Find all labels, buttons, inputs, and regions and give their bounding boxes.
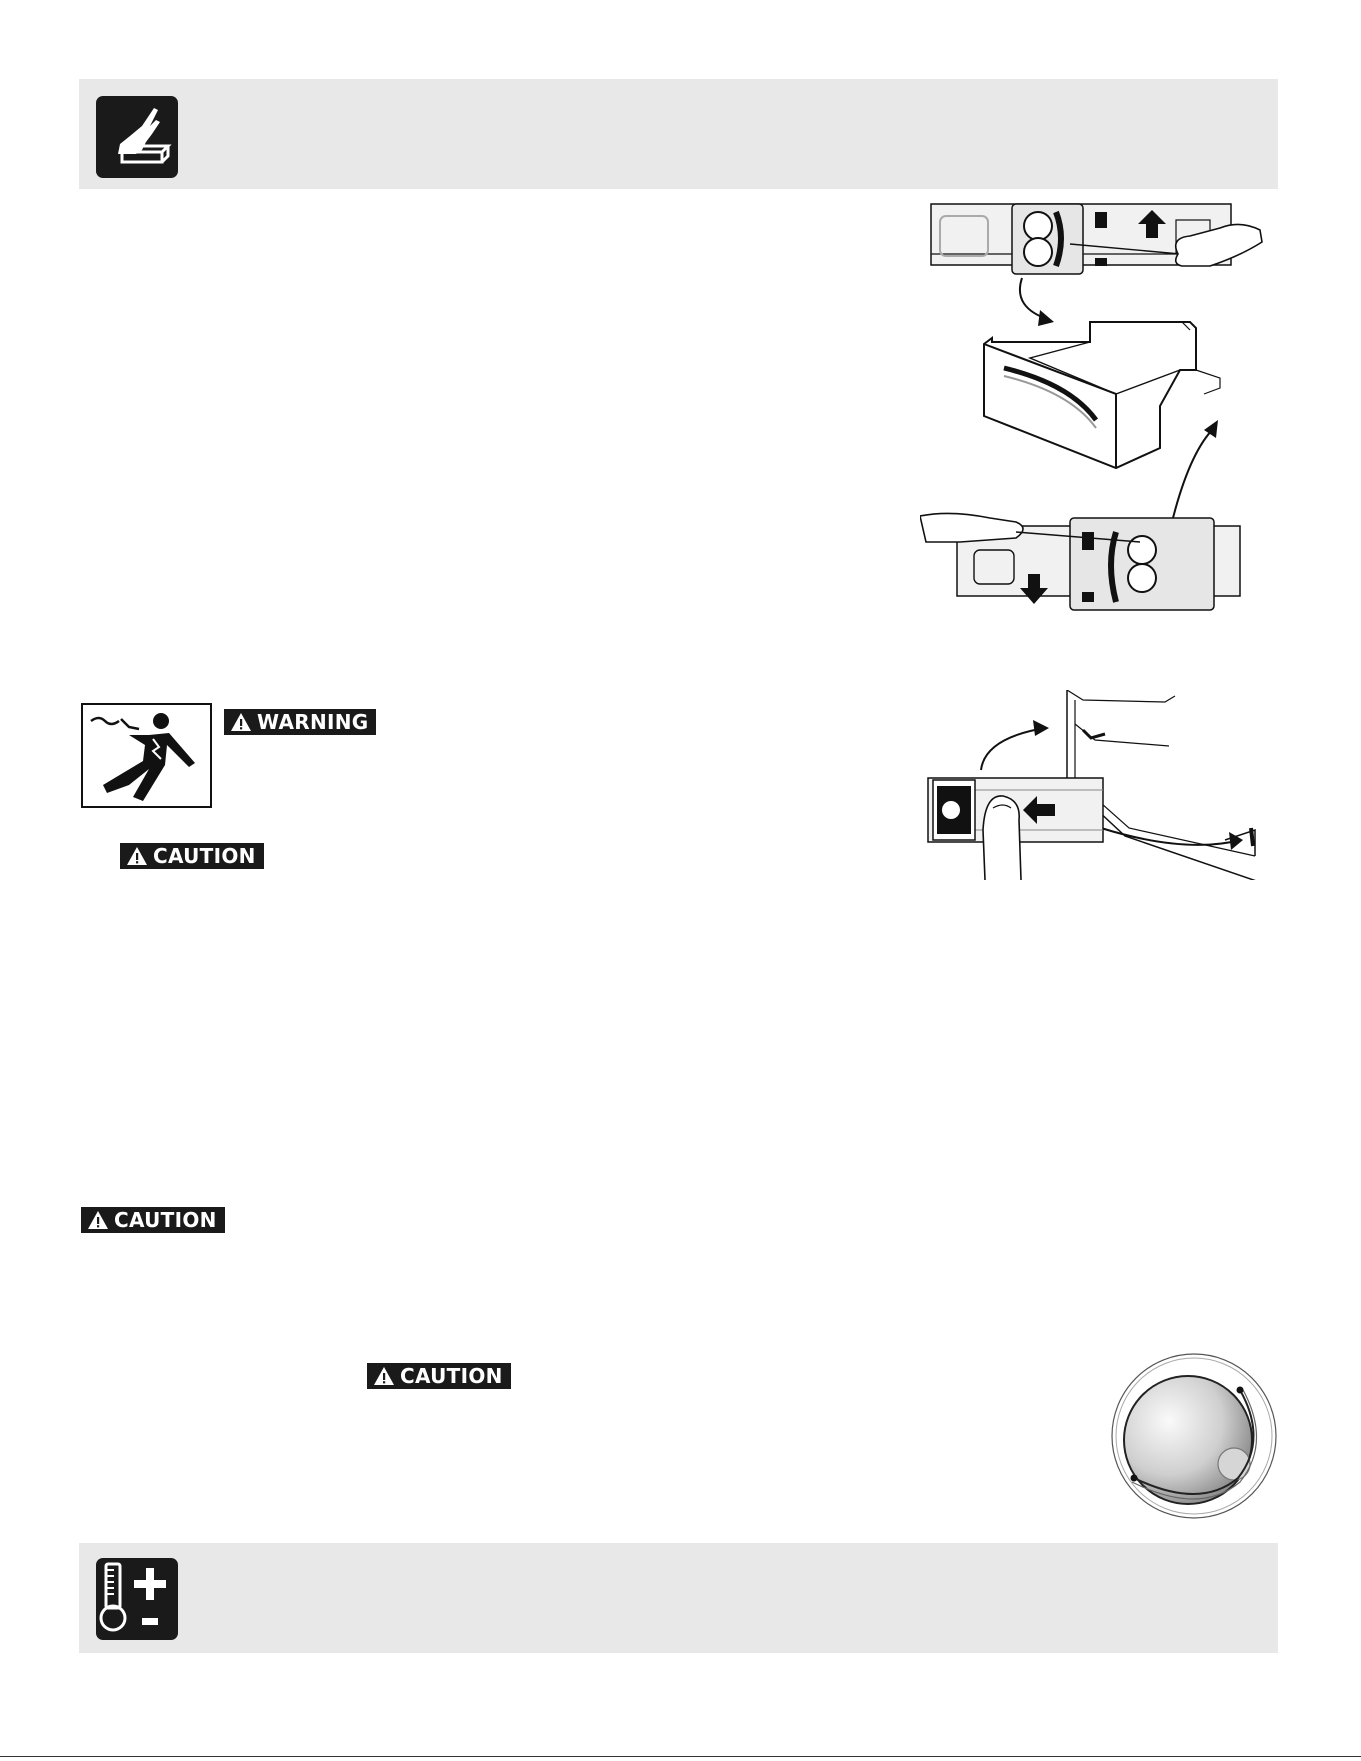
electric-shock-hazard-icon [81, 703, 212, 808]
caution-badge [367, 1363, 511, 1389]
drawer-rail-reinsertion-diagram [925, 690, 1280, 880]
page-bottom-rule [0, 1756, 1361, 1757]
warning-badge [224, 709, 376, 735]
warning-triangle-icon [230, 712, 252, 732]
caution-badge [81, 1207, 225, 1233]
warning-triangle-icon [87, 1210, 109, 1230]
caution-label: CAUTION [114, 1208, 217, 1232]
warning-triangle-icon [373, 1366, 395, 1386]
thermometer-plus-minus-icon [96, 1558, 178, 1640]
warning-triangle-icon [126, 846, 148, 866]
caution-label: CAUTION [400, 1364, 503, 1388]
warmer-drawer-rail-release-diagram [920, 198, 1280, 618]
section-header-band [79, 1543, 1278, 1653]
caution-badge [120, 843, 264, 869]
section-header-band [79, 79, 1278, 189]
oven-light-cover-diagram [1110, 1350, 1280, 1522]
hand-pressing-icon [96, 96, 178, 178]
caution-label: CAUTION [153, 844, 256, 868]
warning-label: WARNING [257, 710, 369, 734]
